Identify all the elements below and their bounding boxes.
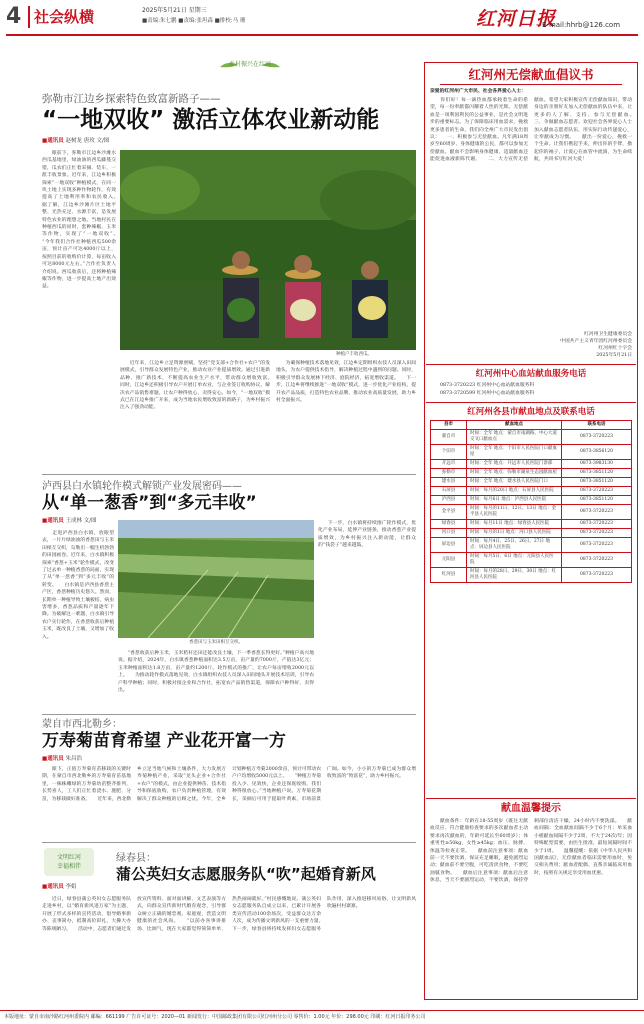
tips-body: 献血条件：年龄在18-55周岁（既往无献血反应、符合健康检查要求的多次献血者主动要求再次献血的，年龄可延长至60周岁）；体重男性≥50kg，女性≥45kg；血压、脉搏、体温等检查正常。 献血前注意事项：献血前一天不要饮酒，保证充足睡眠，避免剧烈运动；献血前不要空腹，可吃清淡食物，不要吃油腻食物。 献血后注意事项：献血后注意休息，当天不要剧烈运动，不要饮酒，保持穿刺部位清洁干燥，24小时内不要洗澡。 献血间隔：全血献血间隔不少于6个月；单采血小板献血间隔不少于2周，不大于24次/年；因特殊配型需要，由医生批准，最短间隔时间不少于1周。 温馨提醒：依据《中华人民共和国献血法》，无偿献血者临床需要用血时，免交相关费用；献血者配偶、直系亲属临床用血时，按照有关规定享受用血优惠。 [430,819,632,884]
phone-cell[interactable]: 0873-3856120 [562,445,632,460]
article3-byline [42,756,82,764]
sign-red-cross: 红河州红十字会 [598,346,632,351]
phone-cell[interactable]: 0873-3983130 [562,460,632,469]
page-footer: 本版地址：蒙自市南沙路红河州委院内 邮编：661199 广告许可证号：2020—01 新闻发行：中国邮政集团有限公司红河州分公司 零售价：1.00元 年价：298.00元 印刷：红河日报印务公司 [0,1010,644,1024]
farmers-photo-illustration [120,150,416,350]
phone-cell[interactable]: 0873-3720223 [562,529,632,538]
article1-col1: 眼前下，弥勒市江边乡沙滩水西瓜基地里，绿油油的西瓜藤蔓交错，瓜农们正忙着采摘、装车，一派丰收景象。近年来，江边乡积极探索“一地双收”种植模式，在同一块土地上实现多种作物轮作，有效提高了土地利用率和农民收入。 据了解，江边乡沙滩片区土地平整、光热充足、水源丰富，是发展特色农业的理想之地。当地村民在种植西瓜的同时，套种辣椒、玉米等作物，实现了“一地双收”。 “今年我们合作社种植西瓜500余亩，预计亩产可达4000斤以上，按照目前的收购价计算，每亩收入可达8000元左右。”合作社负责人介绍说。西瓜收获后，还将种植辣椒等作物，进一步提高土地产出效益。 [42,151,116,290]
newspaper-logo: 红河日报 [476,8,557,30]
header-rule [6,34,638,36]
center-phone-1[interactable]: 0873-3720223 红河州中心血站献血服务科 [440,383,535,388]
watermelon-photo [120,150,416,350]
byline-label: ■通讯员 [42,518,64,524]
table-row [431,460,632,469]
article2-kicker: 泸西县白水镇轮作模式解锁产业发展密码—— [42,481,242,492]
article3-body: 眼下，正值万寿菊育苗移栽的关键时期，在蒙自市西北勒乡的万寿菊育苗基地里，一株株嫩绿的万寿菊幼苗整齐排列，长势喜人，工人们正忙着浇水、施肥、分苗，为移栽做好准备。 近年来，西北勒乡立足当地气候和土壤条件，大力发展万寿菊种植产业，采取“龙头企业+合作社+农户”的模式，由企业提供种苗、技术指导和保底收购，农户负责种植管理，有效解决了群众种植的后顾之忧。今年，全乡计划种植万寿菊2000余亩，预计可带动农户户均增收5000元以上。 “种植万寿菊投入少、见效快，企业还保底收购，我们种得很放心。”当地种植户说。万寿菊花期长，采摘后可用于提取叶黄素，市场前景广阔。如今，小小的万寿菊已成为群众增收致富的“致富花”，助力乡村振兴。 [42,767,416,802]
article2-col2: “香葱收获后种玉米，玉米秸秆还田还能改良土壤，下一季香葱长得更好。”种植户高兴地说。据介绍，2024年，白水镇香葱种植面积达3.5万亩，亩产量约7000斤，产值达3亿元；玉米种植面积达1.8万亩，亩产量约1200斤。轮作模式的推广，让农户每亩增收2000元以上。 为推动轮作模式落地见效，白水镇组织农技人员深入田间地头开展技术培训，引导农户科学种植；同时，积极对接企业和合作社，拓宽农产品销售渠道，保障农户种得好、卖得出。 [118,651,314,694]
article2-col3: 下一步，白水镇将持续推广轮作模式，优化产业布局，延伸产业链条，推动香葱产业提质增效，为乡村振兴注入新动能，让群众的“钱袋子”越来越鼓。 [318,521,416,549]
page-number: 4 [6,4,22,29]
issue-date: 2025年5月21日 星期三 [142,7,207,14]
divider [42,474,416,475]
table-row [431,445,632,460]
sign-date: 2025年5月21日 [596,353,632,358]
phone-cell[interactable]: 0873-3720223 [562,568,632,583]
article2-col1: 走进泸西县白水镇，放眼望去，一片片绿油油的香葱田与玉米田相互交织，勾勒出一幅生机勃勃的田园画卷。近年来，白水镇积极探索“香葱+玉米”轮作模式，改变了过去单一种植香葱的局面，实现了从“单一葱香”到“多元丰收”的转变。 白水镇是泸西县香葱主产区，香葱种植历史悠久。然而，长期单一种植导致土壤板结、病虫害增多，香葱品质和产量逐年下降。为破解这一难题，白水镇引导农户实行轮作，在香葱收获后种植玉米，既改良了土壤，又增加了收入。 [42,531,114,640]
divider [426,798,636,799]
article2-caption: 香葱田与玉米田相互交织。 [189,640,243,645]
article1-kicker: 弥勒市江边乡探索特色致富新路子—— [42,93,221,105]
divider [426,402,636,403]
editor-line: ■责编:朱七鹏 ■责编:张坦森 ■排校:马 珊 [142,18,246,24]
header-location: 献血地点 [467,421,562,430]
byline-label: ■通讯员 [42,756,64,762]
phone-cell[interactable]: 0873-3720223 [562,553,632,568]
divider [426,364,636,365]
center-phone-title: 红河州中心血站献血服务电话 [475,369,587,379]
byline-authors: 李娟 [65,884,77,890]
location-cell: 时间：每月的28日、29日、30日 地点：红河县人民医院 [467,568,562,583]
county-cell: 红河县 [431,568,467,583]
location-cell: 时间：全年 地点：建水县人民医院门口 [467,478,562,487]
banner-text: 乡村振兴在红河 [228,61,271,68]
table-row [431,487,632,496]
article1-title: “一地双收” 激活立体农业新动能 [42,107,380,133]
byline-authors: 朱昌浩 [65,756,82,762]
divider [42,714,416,715]
table-row [431,496,632,505]
location-cell: 时间：每月5日、6日 地点：元阳县人民医院 [467,553,562,568]
county-cell: 元阳县 [431,553,467,568]
location-cell: 时间：全年 地点：弥勒市湖泉生态园献血屋 [467,469,562,478]
location-cell: 时间：每月6日 地点：泸西县人民医院 [467,496,562,505]
county-cell: 泸西县 [431,496,467,505]
county-cell: 弥勒市 [431,469,467,478]
byline-authors: 王成林 文/图 [65,518,97,524]
location-cell: 时间：每月的1日 地点：河口县人民医院 [467,529,562,538]
location-cell: 时间：全年 地点：个旧市人民医院门口献血屋 [467,445,562,460]
phone-cell[interactable]: 0873-3720223 [562,520,632,529]
phone-cell[interactable]: 0873-3720223 [562,487,632,496]
civilization-badge [44,848,94,876]
phone-cell[interactable]: 0873-3851120 [562,478,632,487]
table-row [431,505,632,520]
county-cell: 石屏县 [431,487,467,496]
table-row [431,430,632,445]
sign-health: 红河州卫生健康委员会 [584,332,632,337]
scallion-field-photo [118,520,314,638]
donation-sites-table [430,420,632,583]
location-cell: 时间：全年 地点：开远市人民医院门诊部 [467,460,562,469]
article1-col2: 近年来，江边乡立足资源禀赋，坚持“党支部+合作社+农户”的发展模式，引导群众发展特色产业，推动农业产业提质增效。通过引进新品种、推广新技术，不断提高农业生产水平，带动群众增收致富。 同时，江边乡还积极引导农户开展订单农业，与企业签订收购协议，解决农产品销售难题，让农户种得放心、卖得安心。如今，“一地双收”模式已在江边乡推广开来，成为当地农民增收致富的新路子，为乡村振兴注入了强劲动能。 [120,361,270,411]
location-cell: 时间：每月的20日 地点：石屏县人民医院 [467,487,562,496]
county-cell: 金平县 [431,505,467,520]
byline-authors: 赵树龙 唐玫 文/图 [65,138,110,144]
table-row [431,520,632,529]
table-row [431,568,632,583]
phone-cell[interactable]: 0873-3720223 [562,538,632,553]
location-cell: 时间：每月11日 地点：绿春县人民医院 [467,520,562,529]
sites-table [430,420,632,583]
contact-email[interactable]: E-mail:hhrb@126.com [542,21,621,29]
county-cell: 蒙自市 [431,430,467,445]
article1-col3: 为确保种植技术落地见效，江边乡定期组织农技人员深入田间地头，为农户提供技术指导，解决种植过程中遇到的问题。同时，积极引导群众发展林下经济、庭院经济，拓宽增收渠道。 下一步，江边乡将继续推进“一地双收”模式，进一步优化产业结构，提升农产品品质，打造特色农业品牌，推动农业高质量发展，助力乡村全面振兴。 [276,361,416,404]
table-row [431,553,632,568]
byline-label: ■通讯员 [42,884,64,890]
phone-cell[interactable]: 0873-3851120 [562,496,632,505]
county-cell: 屏边县 [431,538,467,553]
location-cell: 时间：每月的11日、12日、13日 地点：金平县人民医院 [467,505,562,520]
title-rule [440,84,622,85]
blood-greeting: 亲爱的红河州广大市民、社会各界爱心人士： [430,88,526,94]
phone-cell[interactable]: 0873-3851120 [562,469,632,478]
byline-label: ■通讯员 [42,138,64,144]
badge-line1: 文明红河 [56,854,81,861]
county-cell: 开远市 [431,460,467,469]
table-row [431,538,632,553]
sites-title: 红河州各县市献血地点及联系电话 [467,407,595,417]
article4-kicker: 绿春县： [116,853,156,864]
sign-youth-league: 中国共产主义青年团红河州委员会 [560,339,632,344]
article2-byline [42,518,97,526]
article4-title: 蒲公英妇女志愿服务队“吹”起婚育新风 [116,865,376,883]
phone-cell[interactable]: 0873-3720223 [562,505,632,520]
article3-kicker: 蒙自市西北勒乡： [42,719,122,730]
article4-body: 近日，绿春县蒲公英妇女志愿服务队走进乡村，以“婚育新风进万家”为主题，开展了形式多样的宣传活动，倡导婚事新办、丧事简办，抵制高价彩礼、大操大办等陈规陋习。 活动中，志愿者们通过发放宣传资料、面对面讲解、文艺表演等方式，向群众宣传新时代婚育观念，引导群众树立正确的婚恋观、家庭观，营造文明健康的社会风尚。 “以前办喜事讲排场、比阔气，现在大家都觉得简简单单、热热闹闹就好。”村民感慨地说。蒲公英妇女志愿服务队自成立以来，已累计开展各类宣传活动100余场次，受益群众达万余人次，成为传播文明新风的一支重要力量。 下一步，绿春县将持续发挥妇女志愿服务队作用，深入推进移风易俗，让文明新风吹遍村村寨寨。 [42,897,416,932]
center-phone-2[interactable]: 0873-3720599 红河州中心血站献血服务科 [440,391,535,396]
location-cell: 时间：每月4日、25日、26日、27日 地点：屏边县人民医院 [467,538,562,553]
header-county: 县市 [431,421,467,430]
tips-title: 献血温馨提示 [501,803,561,814]
badge-line2: 幸福相伴 [56,863,81,870]
article1-caption: 种植户丰收西瓜。 [336,352,372,357]
article2-title: 从“单一葱香”到“多元丰收” [42,493,257,513]
table-row [431,478,632,487]
header-phone: 联系电话 [562,421,632,430]
fields-illustration [118,520,314,638]
article4-byline [42,884,76,892]
county-cell: 建水县 [431,478,467,487]
table-header-row [431,421,632,430]
county-cell: 绿春县 [431,520,467,529]
location-cell: 时间：全年 地点：蒙自市南湖路、中心大道交叉口献血点 [467,430,562,445]
article3-title: 万寿菊苗育希望 产业花开富一方 [42,731,286,751]
phone-cell[interactable]: 0873-3720223 [562,430,632,445]
county-cell: 河口县 [431,529,467,538]
article1-byline [42,138,109,146]
table-row [431,469,632,478]
divider [42,842,416,843]
table-row [431,529,632,538]
county-cell: 个旧市 [431,445,467,460]
blood-proposal-body: 你们好！每一滴热血都承载着生命的希望，每一份奉献都闪耀着人性的光辉。无偿献血是一项利国利民的公益事业，是社会文明进步的重要标志。为了保障临床用血需求，挽救更多患者的生命，我们向全州广大市民发出倡议： 一、积极参与无偿献血。凡年满18周岁至60周岁、身体健康的公民，都可以参加无偿献血。献血不会影响身体健康，适量献血还能促进血液新陈代谢。 二、大力宣传无偿献血。希望大家积极宣传无偿献血知识，带动身边的亲朋好友加入无偿献血的队伍中来，让更多的人了解、支持、参与无偿献血。 三、争做献血志愿者。欢迎社会各界爱心人士加入献血志愿者队伍，用实际行动传递爱心，让奉献成为习惯。 献出一份爱心，挽救一个生命。让我们携起手来，伸出你的手臂，撸起你的袖子，让爱心在血管中流淌，为生命续航，共同书写红河大爱！ [430,98,632,163]
section-title: 社会纵横 [28,6,104,28]
blood-proposal-title: 红河州无偿献血倡议书 [468,67,594,82]
rural-banner [218,58,282,72]
